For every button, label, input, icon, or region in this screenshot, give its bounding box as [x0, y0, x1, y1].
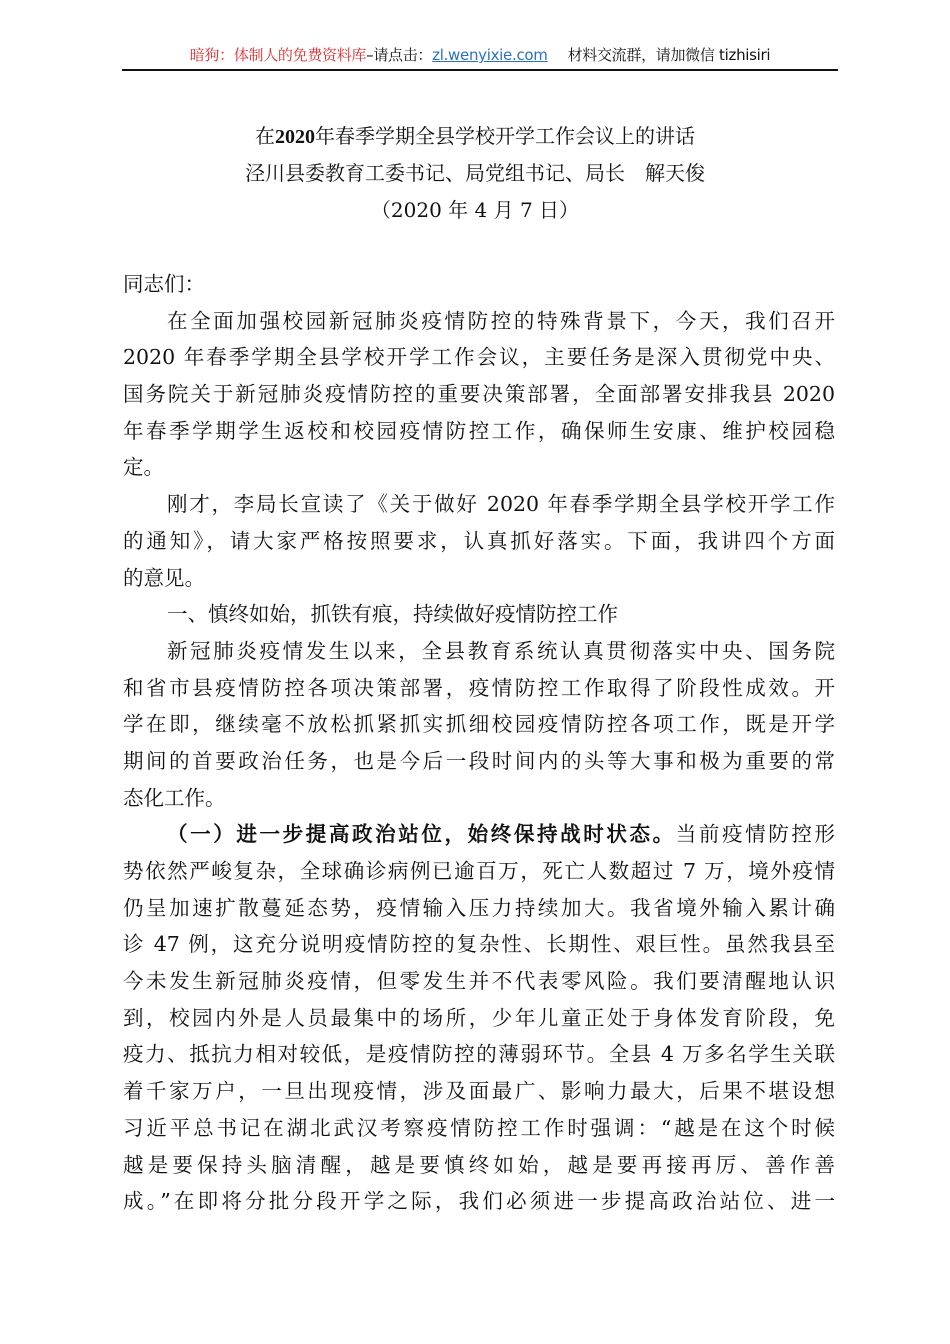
speaker-line: 泾川县委教育工委书记、局党组书记、局长 解天俊 [245, 161, 705, 185]
speech-date: （2020 年 4 月 7 日） [370, 198, 580, 222]
text-line: 一、慎终如始，抓铁有痕，持续做好疫情防控工作 [167, 602, 618, 627]
website-link[interactable]: zl.wenyixie.com [432, 46, 548, 64]
header-rule [122, 69, 838, 71]
text-line: 的通知》，请大家严格按照要求，认真抓好落实。下面，我讲四个方面 [123, 528, 835, 553]
text-line: 刚才，李局长宣读了《关于做好 2020 年春季学期全县学校开学工作 [167, 492, 835, 517]
text-line: 越是要保持头脑清醒，越是要慎终如始，越是要再接再厉、善作善 [123, 1152, 835, 1177]
wechat-text: 材料交流群，请加微信 tizhisiri [567, 46, 771, 64]
text-line: 年春季学期学生返校和校园疫情防控工作，确保师生安康、维护校园稳 [123, 418, 835, 443]
text-line: 学在即，继续毫不放松抓紧抓实抓细校园疫情防控各项工作，既是开学 [123, 712, 835, 737]
text-line [123, 820, 835, 857]
speech-body [123, 270, 835, 1224]
text-line: 的意见。 [123, 565, 205, 590]
text-line: 到，校园内外是人员最集中的场所，少年儿童正处于身体发育阶段，免 [123, 1005, 835, 1030]
text-line: 2020 年春季学期全县学校开学工作会议，主要任务是深入贯彻党中央、 [123, 345, 835, 370]
text-line: 习近平总书记在湖北武汉考察疫情防控工作时强调：“越是在这个时候 [123, 1115, 835, 1140]
text-line: 成。”在即将分批分段开学之际，我们必须进一步提高政治站位、进一 [123, 1189, 835, 1214]
text-line: 国务院关于新冠肺炎疫情防控的重要决策部署，全面部署安排我县 2020 [123, 382, 835, 407]
text-line: 势依然严峻复杂，全球确诊病例已逾百万，死亡人数超过 7 万，境外疫情 [123, 859, 835, 883]
text-line: 态化工作。 [123, 785, 226, 810]
text-line: 着千家万户，一旦出现疫情，涉及面最广、影响力最大，后果不堪设想 [123, 1079, 835, 1104]
text-line: 期间的首要政治任务，也是今后一段时间内的头等大事和极为重要的常 [123, 748, 835, 773]
text-line: 同志们： [123, 272, 205, 296]
text-line: 和省市县疫情防控各项决策部署，疫情防控工作取得了阶段性成效。开 [123, 675, 835, 700]
text-line: 诊 47 例，这充分说明疫情防控的复杂性、长期性、艰巨性。虽然我县至 [123, 932, 835, 957]
text-line: 新冠肺炎疫情发生以来，全县教育系统认真贯彻落实中央、国务院 [167, 638, 835, 663]
text-line: 今未发生新冠肺炎疫情，但零发生并不代表零风险。我们要清醒地认识 [123, 969, 835, 994]
text-line: 疫力、抵抗力相对较低，是疫情防控的薄弱环节。全县 4 万多名学生关联 [123, 1042, 835, 1067]
title-pre: 在 [255, 124, 275, 148]
title-year: 2020 [275, 126, 315, 148]
promo-text: 暗狗：体制人的免费资料库 [189, 46, 367, 64]
section-heading: （一）进一步提高政治站位，始终保持战时状态。 [167, 822, 676, 847]
text-line: 在全面加强校园新冠肺炎疫情防控的特殊背景下，今天，我们召开 [167, 308, 835, 333]
text-line: 定。 [123, 455, 164, 480]
page-header [122, 44, 838, 70]
text-line: 仍呈加速扩散蔓延态势，疫情输入压力持续加大。我省境外输入累计确 [123, 895, 835, 920]
speech-title [0, 124, 950, 149]
line-text: 当前疫情防控形 [675, 822, 835, 847]
title-post: 年春季学期全县学校开学工作会议上的讲话 [315, 124, 695, 148]
click-text: –请点击： [366, 46, 433, 64]
